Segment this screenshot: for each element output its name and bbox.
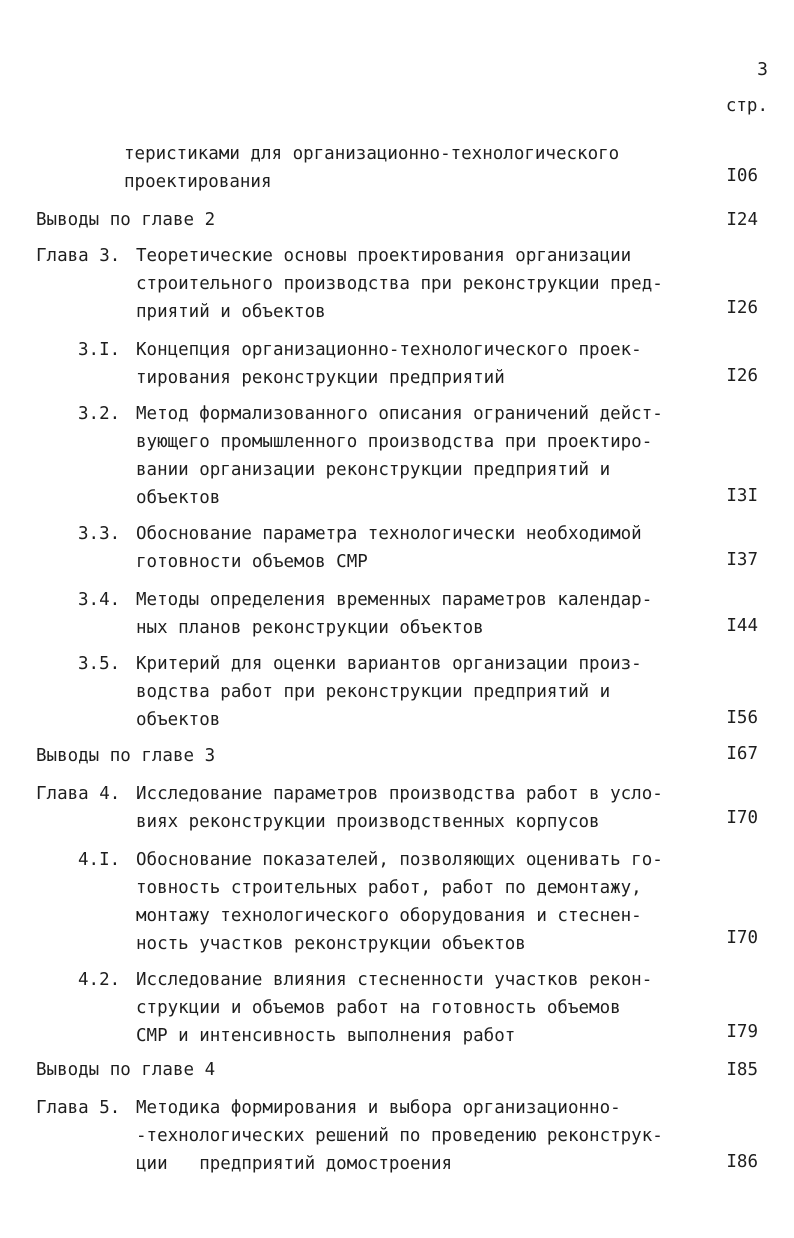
toc-entry-line: Исследование параметров производства работ в усло- <box>136 784 663 804</box>
toc-page-number: I26 <box>726 366 758 386</box>
toc-entry-prefix: 3.2. <box>78 404 121 424</box>
toc-entry-line: ных планов реконструкции объектов <box>136 618 484 638</box>
toc-entry-prefix: 4.I. <box>78 850 121 870</box>
toc-entry-line: Исследование влияния стесненности участков рекон- <box>136 970 653 990</box>
toc-page-number: I70 <box>726 808 758 828</box>
toc-entry-line: Методика формирования и выбора организационно- <box>136 1098 621 1118</box>
toc-entry-line: Концепция организационно-технологического проек- <box>136 340 642 360</box>
toc-page-number: I79 <box>726 1022 758 1042</box>
toc-entry-line: Теоретические основы проектирования организации <box>136 246 632 266</box>
toc-entry-line: ции предприятий домостроения <box>136 1154 453 1174</box>
toc-entry-line: Выводы по главе 2 <box>36 210 216 230</box>
toc-entry-line: Методы определения временных параметров календар- <box>136 590 653 610</box>
toc-entry-line: Обоснование показателей, позволяющих оценивать го- <box>136 850 663 870</box>
toc-entry-prefix: 3.4. <box>78 590 121 610</box>
toc-entry-line: строительного производства при реконструкции пред- <box>136 274 663 294</box>
toc-entry-line: Критерий для оценки вариантов организации произ- <box>136 654 642 674</box>
toc-page-number: I67 <box>726 744 758 764</box>
toc-entry-line: Обоснование параметра технологически необходимой <box>136 524 642 544</box>
toc-entry-line: объектов <box>136 488 221 508</box>
toc-entry-line: товность строительных работ, работ по демонтажу, <box>136 878 642 898</box>
toc-entry-prefix: Глава 3. <box>36 246 121 266</box>
toc-entry-line: приятий и объектов <box>136 302 326 322</box>
toc-page-number: I06 <box>726 166 758 186</box>
toc-entry-line: готовности объемов СМР <box>136 552 368 572</box>
toc-page-number: I86 <box>726 1152 758 1172</box>
toc-entry-line: проектирования <box>124 172 272 192</box>
toc-entry-line: вании организации реконструкции предприятий и <box>136 460 611 480</box>
toc-entry-line: водства работ при реконструкции предприятий и <box>136 682 611 702</box>
toc-entry-prefix: 3.5. <box>78 654 121 674</box>
toc-entry-line: Метод формализованного описания ограничений дейст- <box>136 404 663 424</box>
toc-entry-prefix: 4.2. <box>78 970 121 990</box>
toc-entry-line: СМР и интенсивность выполнения работ <box>136 1026 516 1046</box>
toc-entry-line: вующего промышленного производства при проектиро- <box>136 432 653 452</box>
page-column-header: стр. <box>725 96 768 116</box>
toc-entry-prefix: 3.I. <box>78 340 121 360</box>
toc-entry-line: струкции и объемов работ на готовность объемов <box>136 998 621 1018</box>
toc-entry-line: ность участков реконструкции объектов <box>136 934 526 954</box>
toc-entry-line: монтажу технологического оборудования и стеснен- <box>136 906 642 926</box>
toc-entry-prefix: 3.3. <box>78 524 121 544</box>
toc-page-number: I56 <box>726 708 758 728</box>
toc-entry-prefix: Глава 4. <box>36 784 121 804</box>
toc-page-number: I26 <box>726 298 758 318</box>
toc-entry-line: Выводы по главе 3 <box>36 746 216 766</box>
toc-page-number: I44 <box>726 616 758 636</box>
toc-entry-line: -технологических решений по проведению реконструк- <box>136 1126 663 1146</box>
toc-entry-line: объектов <box>136 710 221 730</box>
toc-page-number: I24 <box>726 210 758 230</box>
toc-entry-line: виях реконструкции производственных корпусов <box>136 812 600 832</box>
toc-page-number: I85 <box>726 1060 758 1080</box>
toc-page-number: I70 <box>726 928 758 948</box>
toc-page-number: I37 <box>726 550 758 570</box>
toc-entry-line: Выводы по главе 4 <box>36 1060 216 1080</box>
toc-page-number: I3I <box>726 486 758 506</box>
toc-entry-line: тирования реконструкции предприятий <box>136 368 505 388</box>
toc-entry-prefix: Глава 5. <box>36 1098 121 1118</box>
toc-entry-line: теристиками для организационно-технологического <box>124 144 620 164</box>
page-number: 3 <box>757 59 768 80</box>
